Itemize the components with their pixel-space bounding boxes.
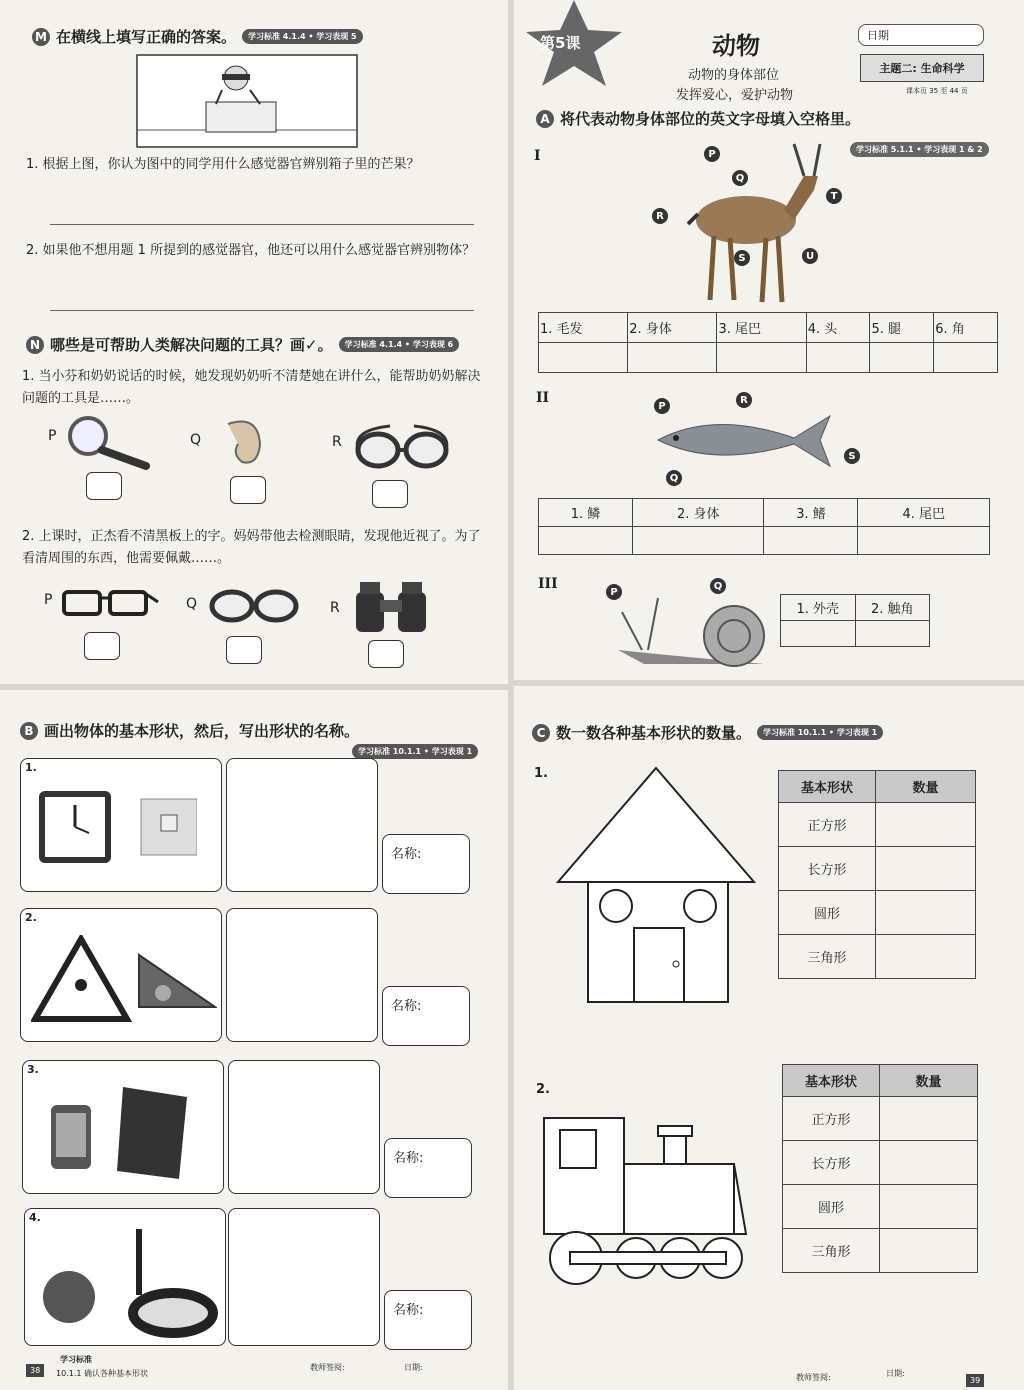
section-n-title: 哪些是可帮助人类解决问题的工具？画✓。 — [50, 336, 333, 354]
count-cell[interactable] — [876, 935, 976, 979]
row-number-4: 4. — [29, 1211, 41, 1224]
question-n1: 1. 当小芬和奶奶说话的时候，她发现奶奶听不清楚她在讲什么，能帮助奶奶解决问题的工具是……。 — [22, 369, 481, 406]
section-m-letter: M — [32, 28, 50, 46]
name-box-3[interactable] — [384, 1138, 472, 1198]
name-box-1[interactable] — [382, 834, 470, 894]
item-number-2: 2. — [536, 1082, 550, 1097]
hearing-aid-icon — [218, 414, 274, 470]
deer-label-p: P — [704, 146, 720, 162]
section-b-standard: 学习标准 10.1.1 • 学习表现 1 — [352, 744, 478, 759]
deer-label-r: R — [652, 208, 668, 224]
fish-answer-cell[interactable] — [858, 527, 990, 555]
footer-date-label: 日期: — [404, 1363, 423, 1372]
footer-standard: 学习标准 — [60, 1355, 92, 1364]
drawing-box-1[interactable] — [226, 758, 378, 892]
table2-circle: 圆形 — [783, 1185, 880, 1229]
object-box-3 — [22, 1060, 224, 1194]
drawing-box-4[interactable] — [228, 1208, 380, 1346]
count-cell[interactable] — [876, 847, 976, 891]
train-shapes-figure — [540, 1106, 750, 1296]
name-box-4[interactable] — [384, 1290, 472, 1350]
checkbox-n1-p[interactable] — [86, 472, 122, 500]
page-top-left — [0, 0, 508, 684]
date-label: 日期 — [867, 29, 889, 42]
clock-and-switch-icon — [37, 789, 197, 865]
fish-cell-tail: 4. 尾巴 — [858, 499, 990, 527]
question-n2: 2. 上课时，正杰看不清黑板上的字。妈妈带他去检测眼睛，发现他近视了。为了看清周围的东西，他需要佩戴……。 — [22, 529, 481, 566]
fish-label-r: R — [736, 392, 752, 408]
footer-topic: 10.1.1 确认各种基本形状 — [56, 1369, 148, 1378]
deer-illustration — [654, 140, 854, 306]
section-a-header — [536, 108, 860, 129]
drawing-box-3[interactable] — [228, 1060, 380, 1194]
fish-label-p: P — [654, 398, 670, 414]
page-bottom-right — [514, 686, 1024, 1390]
page-top-right — [514, 0, 1024, 680]
fish-label-s: S — [844, 448, 860, 464]
option-n2-p-label: P — [44, 592, 53, 608]
deer-answer-cell[interactable] — [870, 343, 934, 373]
section-n-header — [26, 334, 459, 355]
section-a-standard: 学习标准 5.1.1 • 学习表现 1 & 2 — [850, 142, 989, 157]
table1-header-shape: 基本形状 — [779, 771, 876, 803]
row-number-2: 2. — [25, 911, 37, 924]
option-n2-q-label: Q — [186, 596, 198, 612]
deer-cell-leg: 5. 腿 — [870, 313, 934, 343]
teacher-sign-label: 教师签阅: — [796, 1373, 831, 1382]
option-n1-r-label: R — [332, 434, 342, 450]
mango-box-illustration — [136, 54, 358, 148]
section-a-letter: A — [536, 110, 554, 128]
page-bottom-left — [0, 690, 508, 1390]
checkbox-n2-p[interactable] — [84, 632, 120, 660]
page-number: 39 — [966, 1374, 984, 1387]
deer-label-q: Q — [732, 170, 748, 186]
count-cell[interactable] — [880, 1141, 978, 1185]
lesson-title: 动物 — [712, 32, 760, 60]
name-label: 名称: — [393, 1303, 424, 1318]
snail-cell-shell: 1. 外壳 — [781, 595, 856, 621]
table2-triangle: 三角形 — [783, 1229, 880, 1273]
object-box-1 — [20, 758, 222, 892]
name-box-2[interactable] — [382, 986, 470, 1046]
fish-illustration — [654, 410, 834, 472]
snail-label-q: Q — [710, 578, 726, 594]
count-cell[interactable] — [876, 803, 976, 847]
deer-cell-tail: 3. 尾巴 — [717, 313, 806, 343]
fish-answer-cell[interactable] — [539, 527, 633, 555]
checkbox-n1-r[interactable] — [372, 480, 408, 508]
fish-answer-cell[interactable] — [764, 527, 858, 555]
footer-date-label: 日期: — [886, 1369, 905, 1378]
roman-1: I — [534, 148, 541, 164]
lesson-subtitle-1: 动物的身体部位 — [688, 68, 780, 83]
section-m-title: 在横线上填写正确的答案。 — [56, 28, 237, 46]
question-m1: 1. 根据上图，你认为图中的同学用什么感觉器官辨别箱子里的芒果？ — [26, 157, 420, 172]
table1-header-count: 数量 — [876, 771, 976, 803]
section-b-letter: B — [20, 722, 38, 740]
name-label: 名称: — [391, 999, 422, 1014]
snail-cell-antenna: 2. 触角 — [855, 595, 930, 621]
checkbox-n2-r[interactable] — [368, 640, 404, 668]
table1-circle: 圆形 — [779, 891, 876, 935]
teacher-sign-label: 教师签阅: — [310, 1363, 345, 1372]
snail-answer-cell[interactable] — [781, 621, 856, 647]
table1-square: 正方形 — [779, 803, 876, 847]
count-cell[interactable] — [880, 1229, 978, 1273]
checkbox-n2-q[interactable] — [226, 636, 262, 664]
lesson-subtitle-2: 发挥爱心，爱护动物 — [676, 88, 794, 103]
deer-answer-cell[interactable] — [806, 343, 870, 373]
theme-label: 主题二: 生命科学 — [879, 62, 965, 75]
deer-answer-cell[interactable] — [628, 343, 717, 373]
section-c-letter: C — [532, 724, 550, 742]
phone-and-book-icon — [47, 1083, 217, 1183]
answer-line-m1[interactable] — [50, 224, 474, 225]
swim-goggles-icon — [204, 584, 302, 626]
drawing-box-2[interactable] — [226, 908, 378, 1042]
table2-rectangle: 长方形 — [783, 1141, 880, 1185]
name-label: 名称: — [391, 847, 422, 862]
section-b-header — [20, 720, 359, 741]
object-box-2 — [20, 908, 222, 1042]
item-number-1: 1. — [534, 766, 548, 781]
fish-cell-fin: 3. 鳍 — [764, 499, 858, 527]
count-cell[interactable] — [876, 891, 976, 935]
name-label: 名称: — [393, 1151, 424, 1166]
coin-and-magnifier-icon — [39, 1225, 219, 1341]
answer-line-m2[interactable] — [50, 310, 474, 311]
fish-label-q: Q — [666, 470, 682, 486]
section-n-letter: N — [26, 336, 44, 354]
section-n-standard: 学习标准 4.1.4 • 学习表现 6 — [339, 337, 460, 352]
shape-count-table-1 — [778, 770, 976, 979]
section-a-title: 将代表动物身体部位的英文字母填入空格里。 — [560, 110, 861, 128]
object-box-4 — [24, 1208, 226, 1346]
deer-answer-cell[interactable] — [539, 343, 628, 373]
question-m2: 2. 如果他不想用题 1 所提到的感觉器官，他还可以用什么感觉器官辨别物体？ — [26, 243, 476, 258]
magnifier-icon — [64, 412, 154, 472]
section-c-title: 数一数各种基本形状的数量。 — [556, 724, 752, 742]
fish-answer-cell[interactable] — [632, 527, 764, 555]
fish-cell-body: 2. 身体 — [632, 499, 764, 527]
section-m-header — [32, 26, 363, 47]
snail-table — [780, 594, 930, 647]
binoculars-icon — [350, 578, 436, 636]
deer-table — [538, 312, 998, 373]
roman-2: II — [536, 390, 550, 406]
lesson-number: 第5课 — [540, 34, 581, 52]
deer-cell-body: 2. 身体 — [628, 313, 717, 343]
warning-sign-and-set-square-icon — [31, 935, 217, 1027]
count-cell[interactable] — [880, 1185, 978, 1229]
deer-cell-hair: 1. 毛发 — [539, 313, 628, 343]
house-shapes-figure — [554, 766, 760, 1006]
option-n1-p-label: P — [48, 428, 57, 444]
snail-illustration — [614, 590, 774, 674]
table1-rectangle: 长方形 — [779, 847, 876, 891]
textbook-pages: 课本页 35 至 44 页 — [906, 87, 968, 95]
snail-label-p: P — [606, 584, 622, 600]
deer-answer-cell[interactable] — [717, 343, 806, 373]
table2-square: 正方形 — [783, 1097, 880, 1141]
table1-triangle: 三角形 — [779, 935, 876, 979]
theme-box — [860, 54, 984, 82]
section-m-standard: 学习标准 4.1.4 • 学习表现 5 — [242, 29, 363, 44]
deer-label-u: U — [802, 248, 818, 264]
deer-cell-head: 4. 头 — [806, 313, 870, 343]
fish-cell-scale: 1. 鳞 — [539, 499, 633, 527]
swim-goggles-icon — [350, 420, 454, 476]
fish-table — [538, 498, 990, 555]
roman-3: III — [538, 576, 558, 592]
checkbox-n1-q[interactable] — [230, 476, 266, 504]
deer-label-s: S — [734, 250, 750, 266]
deer-cell-horn: 6. 角 — [934, 313, 998, 343]
table2-header-count: 数量 — [880, 1065, 978, 1097]
table2-header-shape: 基本形状 — [783, 1065, 880, 1097]
section-b-title: 画出物体的基本形状，然后，写出形状的名称。 — [44, 722, 360, 740]
option-n2-r-label: R — [330, 600, 340, 616]
count-cell[interactable] — [880, 1097, 978, 1141]
shape-count-table-2 — [782, 1064, 978, 1273]
date-field[interactable] — [858, 24, 984, 46]
page-number: 38 — [26, 1364, 44, 1377]
deer-answer-cell[interactable] — [934, 343, 998, 373]
section-c-standard: 学习标准 10.1.1 • 学习表现 1 — [757, 725, 883, 740]
eyeglasses-icon — [60, 584, 160, 624]
row-number-3: 3. — [27, 1063, 39, 1076]
snail-answer-cell[interactable] — [855, 621, 930, 647]
row-number-1: 1. — [25, 761, 37, 774]
section-c-header — [532, 722, 883, 743]
option-n1-q-label: Q — [190, 432, 202, 448]
deer-label-t: T — [826, 188, 842, 204]
